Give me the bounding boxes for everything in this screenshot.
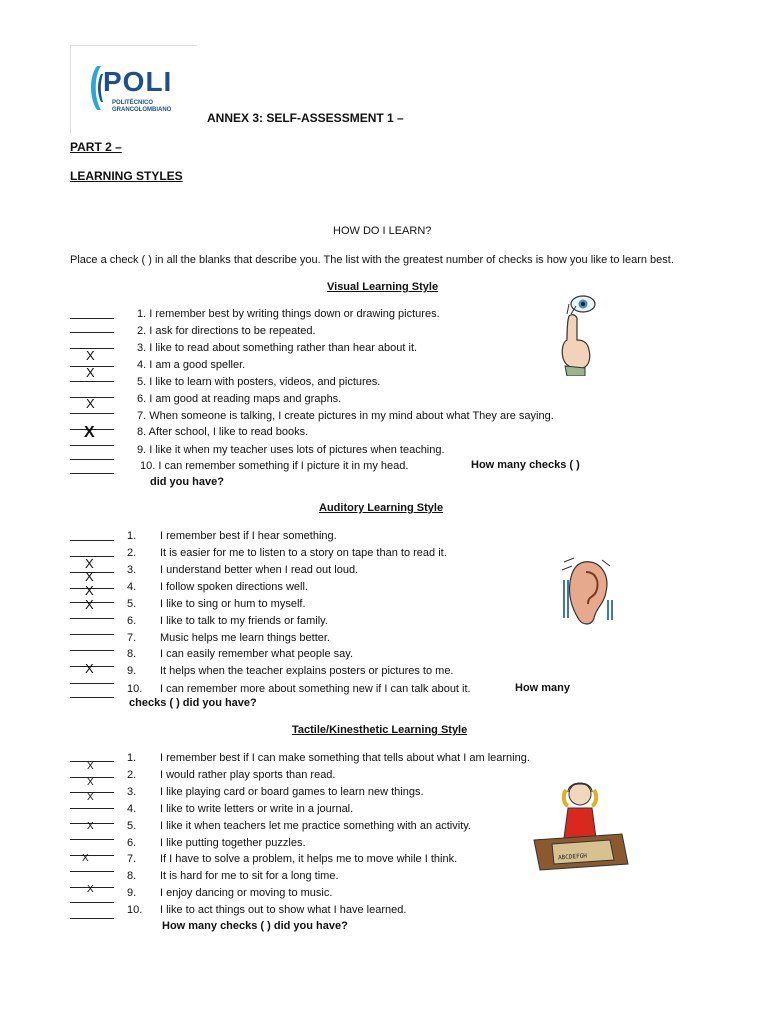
check-mark: X	[87, 884, 94, 895]
check-mark: X	[86, 365, 95, 380]
check-mark: X	[86, 348, 95, 363]
auditory-item-number: 6.	[127, 615, 137, 627]
check-mark: X	[85, 556, 94, 571]
tactile-item-number: 8.	[127, 870, 137, 882]
ear-illustration	[560, 556, 616, 628]
answer-blank[interactable]	[70, 839, 114, 840]
tactile-item-number: 5.	[127, 820, 137, 832]
answer-blank[interactable]	[70, 332, 114, 333]
tactile-item: I remember best if I can make something that tells about what I am learning.	[160, 752, 530, 764]
tactile-item: I like playing card or board games to learn new things.	[160, 786, 424, 798]
visual-did-you-have: did you have?	[150, 476, 224, 488]
auditory-item-number: 3.	[127, 564, 137, 576]
visual-item: 10. I can remember something if I picture it in my head.	[140, 460, 409, 472]
logo-subtitle	[112, 100, 171, 114]
check-mark: X	[85, 583, 94, 598]
visual-item: 4. I am a good speller.	[137, 359, 246, 371]
answer-blank[interactable]	[70, 381, 114, 382]
auditory-item-number: 7.	[127, 632, 137, 644]
tactile-item: I like putting together puzzles.	[160, 837, 306, 849]
auditory-item-number: 8.	[127, 648, 137, 660]
auditory-item: I follow spoken directions well.	[160, 581, 308, 593]
tactile-item-number: 4.	[127, 803, 137, 815]
auditory-item-number: 9.	[127, 665, 137, 677]
auditory-item-number: 1.	[127, 530, 137, 542]
tactile-section-title: Tactile/Kinesthetic Learning Style	[292, 724, 468, 736]
visual-item: 9. I like it when my teacher uses lots of pictures when teaching.	[137, 444, 445, 456]
answer-blank[interactable]	[70, 683, 114, 684]
answer-blank[interactable]	[70, 618, 114, 619]
part-heading: PART 2 –	[70, 140, 122, 154]
visual-item: 3. I like to read about something rather than hear about it.	[137, 342, 418, 354]
answer-blank[interactable]	[70, 855, 114, 856]
section-heading: LEARNING STYLES	[70, 169, 183, 183]
auditory-item: I can remember more about something new if I can talk about it.	[160, 683, 471, 695]
auditory-item: I like to sing or hum to myself.	[160, 598, 306, 610]
check-mark: X	[87, 761, 94, 772]
auditory-item-number: 4.	[127, 581, 137, 593]
tactile-item-number: 9.	[127, 887, 137, 899]
check-mark: X	[86, 396, 95, 411]
instructions: Place a check ( ) in all the blanks that describe you. The list with the greatest number of checks is how you like to learn best.	[70, 254, 674, 266]
visual-item: 6. I am good at reading maps and graphs.	[137, 393, 342, 405]
visual-item: 1. I remember best by writing things down or drawing pictures.	[137, 308, 440, 320]
child-letters-illustration	[530, 778, 630, 872]
tactile-item-number: 1.	[127, 752, 137, 764]
answer-blank[interactable]	[70, 697, 114, 698]
answer-blank[interactable]	[70, 459, 114, 460]
auditory-item-number: 10.	[127, 683, 143, 695]
tactile-item: If I have to solve a problem, it helps me to move while I think.	[160, 853, 458, 865]
auditory-item: I like to talk to my friends or family.	[160, 615, 328, 627]
answer-blank[interactable]	[70, 413, 114, 414]
logo-word: POLI	[103, 66, 173, 97]
check-mark: X	[85, 569, 94, 584]
answer-blank[interactable]	[70, 650, 114, 651]
auditory-item: Music helps me learn things better.	[160, 632, 330, 644]
answer-blank[interactable]	[70, 540, 114, 541]
annex-title: ANNEX 3: SELF-ASSESSMENT 1 –	[207, 111, 404, 125]
poli-logo	[70, 45, 197, 134]
tactile-item-number: 7.	[127, 853, 137, 865]
answer-blank[interactable]	[70, 871, 114, 872]
tactile-item: I enjoy dancing or moving to music.	[160, 887, 333, 899]
eye-hand-illustration	[555, 292, 605, 376]
answer-blank[interactable]	[70, 473, 114, 474]
auditory-item-number: 5.	[127, 598, 137, 610]
check-mark: X	[85, 661, 94, 676]
question-heading: HOW DO I LEARN?	[333, 225, 432, 237]
tactile-item: I like it when teachers let me practice something with an activity.	[160, 820, 471, 832]
tactile-item: I like to write letters or write in a journal.	[160, 803, 354, 815]
book-letters: ABCDEFGH	[557, 852, 588, 862]
answer-blank[interactable]	[70, 634, 114, 635]
auditory-item: I understand better when I read out loud.	[160, 564, 359, 576]
visual-item: 2. I ask for directions to be repeated.	[137, 325, 316, 337]
auditory-item: It helps when the teacher explains posters or pictures to me.	[160, 665, 454, 677]
check-mark: X	[87, 792, 94, 803]
auditory-item-number: 2.	[127, 547, 137, 559]
auditory-section-title: Auditory Learning Style	[319, 502, 444, 514]
check-mark: X	[84, 424, 95, 441]
tactile-item-number: 6.	[127, 837, 137, 849]
auditory-how-many: How many	[515, 682, 571, 694]
visual-item: 8. After school, I like to read books.	[137, 426, 309, 438]
answer-blank[interactable]	[70, 902, 114, 903]
tactile-item-number: 10.	[127, 904, 143, 916]
auditory-item: I can easily remember what people say.	[160, 648, 353, 660]
check-mark: X	[87, 821, 94, 832]
check-mark: X	[82, 853, 89, 864]
check-mark: X	[87, 777, 94, 788]
tactile-item: I would rather play sports than read.	[160, 769, 336, 781]
check-mark: X	[85, 597, 94, 612]
auditory-item: I remember best if I hear something.	[160, 530, 337, 542]
auditory-item: It is easier for me to listen to a story on tape than to read it.	[160, 547, 447, 559]
auditory-did-you-have: checks ( ) did you have?	[129, 697, 257, 709]
visual-section-title: Visual Learning Style	[327, 281, 439, 293]
visual-item: 7. When someone is talking, I create pictures in my mind about what They are saying.	[137, 410, 554, 422]
visual-how-many: How many checks ( )	[471, 459, 580, 471]
logo-sub-line2: GRANCOLOMBIANO	[112, 107, 172, 113]
tactile-item: I like to act things out to show what I have learned.	[160, 904, 407, 916]
logo-sub-line1: POLITÉCNICO	[112, 100, 154, 106]
answer-blank[interactable]	[70, 808, 114, 809]
tactile-item-number: 3.	[127, 786, 137, 798]
answer-blank[interactable]	[70, 318, 114, 319]
tactile-item-number: 2.	[127, 769, 137, 781]
answer-blank[interactable]	[70, 918, 114, 919]
visual-item: 5. I like to learn with posters, videos, and pictures.	[137, 376, 381, 388]
answer-blank[interactable]	[70, 445, 114, 446]
tactile-item: It is hard for me to sit for a long time.	[160, 870, 339, 882]
tactile-how-many: How many checks ( ) did you have?	[162, 920, 348, 932]
